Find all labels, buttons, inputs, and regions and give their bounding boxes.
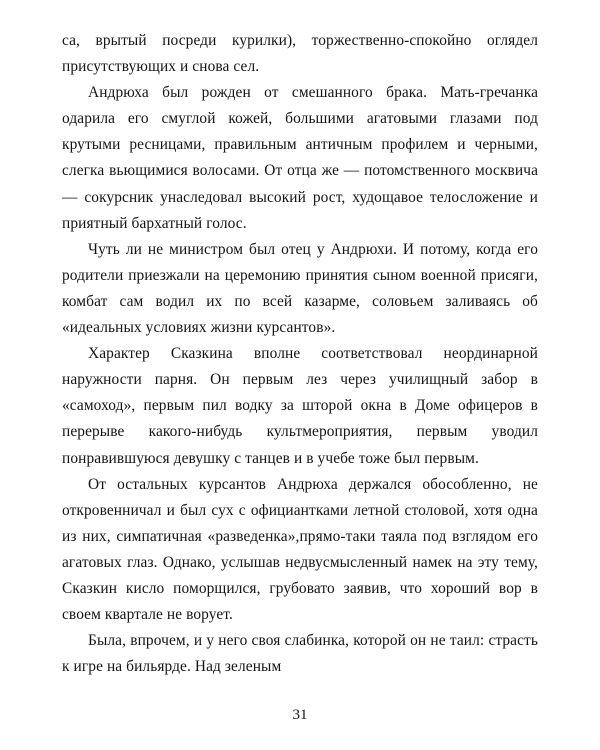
paragraph: са, врытый посреди курилки), торжественно-спокойно оглядел присутствующих и снова сел. <box>62 32 538 76</box>
paragraph: Чуть ли не министром был отец у Андрюхи. И потому, когда его родители приезжали на церемонию принятия сыном военной присяги, комбат сам водил их по всей казарме, соловьем заливаясь об «идеальных условиях жизни курсантов». <box>62 240 538 337</box>
paragraph: От остальных курсантов Андрюха держался обособленно, не откровенничал и был сух с официантками летной столовой, хотя одна из них, симпатичная «разведенка»,прямо-таки таяла под взглядом его агатовых глаз. Однако, услышав недвусмысленный намек на эту тему, Сказкин кисло поморщился, грубовато заявив, что хороший вор в своем квартале не ворует. <box>62 475 538 624</box>
page-number: 31 <box>292 707 308 723</box>
paragraph: Характер Сказкина вполне соответствовал неординарной наружности парня. Он первым лез через училищный забор в «самоход», первым пил водку за шторой окна в Доме офицеров в перерыве какого-нибудь культмероприятия, первым уводил понравившуюся девушку с танцев и в учебе тоже был первым. <box>62 345 538 467</box>
paragraph: Андрюха был рожден от смешанного брака. Мать-гречанка одарила его смуглой кожей, большими агатовыми глазами под крутыми ресницами, правильным античным профилем и черными, слегка вьющимися волосами. От отца же — потомственного москвича — сокурсник унаследовал высокий рост, худощавое телосложение и приятный бархатный голос. <box>62 84 538 232</box>
paragraph: Была, впрочем, и у него своя слабинка, которой он не таил: страсть к игре на бильярде. Над зеленым <box>62 632 538 676</box>
page-body <box>62 28 538 680</box>
